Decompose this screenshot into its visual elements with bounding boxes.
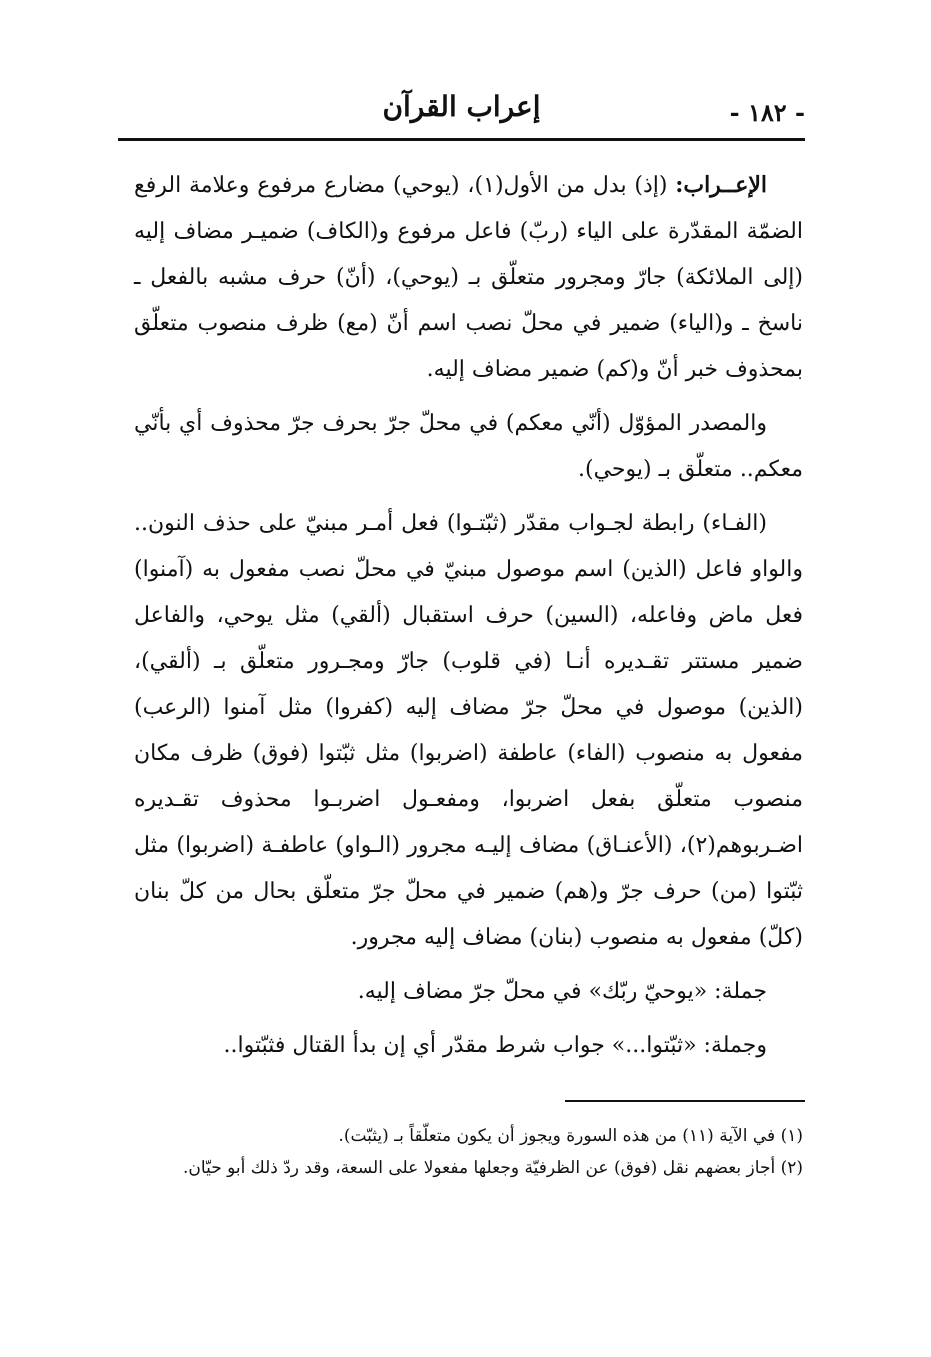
page-number: - ١٨٢ - [729, 98, 805, 127]
paragraph-fa [134, 501, 803, 961]
footnote-2: (٢) أجاز بعضهم نقل (فوق) عن الظرفيّة وجعلها مفعولا على السعة، وقد ردّ ذلك أبو حيّان. [183, 1158, 803, 1178]
paragraph-text: وجملة: «ثبّتوا...» جواب شرط مقدّر أي إن بدأ القتال فثبّتوا.. [223, 1033, 767, 1058]
footnotes [134, 1120, 803, 1184]
paragraph-jumla-2 [134, 1023, 803, 1069]
paragraph-text: (الفـاء) رابطة لجـواب مقدّر (ثبّتـوا) فعل أمـر مبنيّ على حذف النون.. والواو فاعل (الذين) اسم موصول مبنيّ في محلّ نصب مفعول به (آمنوا) فعل ماض وفاعله، (السين) حرف استقبال (ألقي) مثل يوحي، والفاعل ضمير مستتر تقـديره أنـا (في قلوب) جارّ ومجـرور متعلّق بـ (ألقي)، (الذين) موصول في محلّ جرّ مضاف إليه (كفروا) مثل آمنوا (الرعب) مفعول به منصوب (الفاء) عاطفة (اضربوا) مثل ثبّتوا (فوق) ظرف مكان منصوب متعلّق بفعل اضربوا، ومفعـول اضربـوا محذوف تقـديره اضـربوهم(٢)، (الأعنـاق) مضاف إليـه مجرور (الـواو) عاطفـة (اضربوا) مثل ثبّتوا (من) حرف جرّ و(هم) ضمير في محلّ جرّ متعلّق بحال من كلّ بنان (كلّ) مفعول به منصوب (بنان) مضاف إليه مجرور. [134, 511, 803, 950]
paragraph-text: (إذ) بدل من الأول(١)، (يوحي) مضارع مرفوع وعلامة الرفع الضمّة المقدّرة على الياء (ربّ) فاعل مرفوع و(الكاف) ضميـر مضاف إليه (إلى الملائكة) جارّ ومجرور متعلّق بـ (يوحي)، (أنّ) حرف مشبه بالفعل ـ ناسخ ـ و(الياء) ضمير في محلّ نصب اسم أنّ (مع) ظرف منصوب متعلّق بمحذوف خبر أنّ و(كم) ضمير مضاف إليه. [134, 173, 803, 382]
footnote-1: (١) في الآية (١١) من هذه السورة ويجوز أن يكون متعلّقاً بـ (يثبّت). [338, 1126, 803, 1146]
footnote-divider [565, 1100, 805, 1102]
main-text [134, 162, 803, 1077]
header-divider [118, 138, 805, 141]
paragraph-text: والمصدر المؤوّل (أنّي معكم) في محلّ جرّ بحرف جرّ محذوف أي بأنّي معكم.. متعلّق بـ (يوحي). [134, 411, 803, 482]
section-heading: الإعــراب: [675, 172, 767, 198]
paragraph-jumla-1 [134, 969, 803, 1015]
paragraph-masdar [134, 401, 803, 493]
book-title: إعراب القرآن [382, 90, 541, 123]
paragraph-irab [134, 162, 803, 393]
paragraph-text: جملة: «يوحيّ ربّك» في محلّ جرّ مضاف إليه. [357, 979, 767, 1004]
page-header [118, 90, 805, 140]
